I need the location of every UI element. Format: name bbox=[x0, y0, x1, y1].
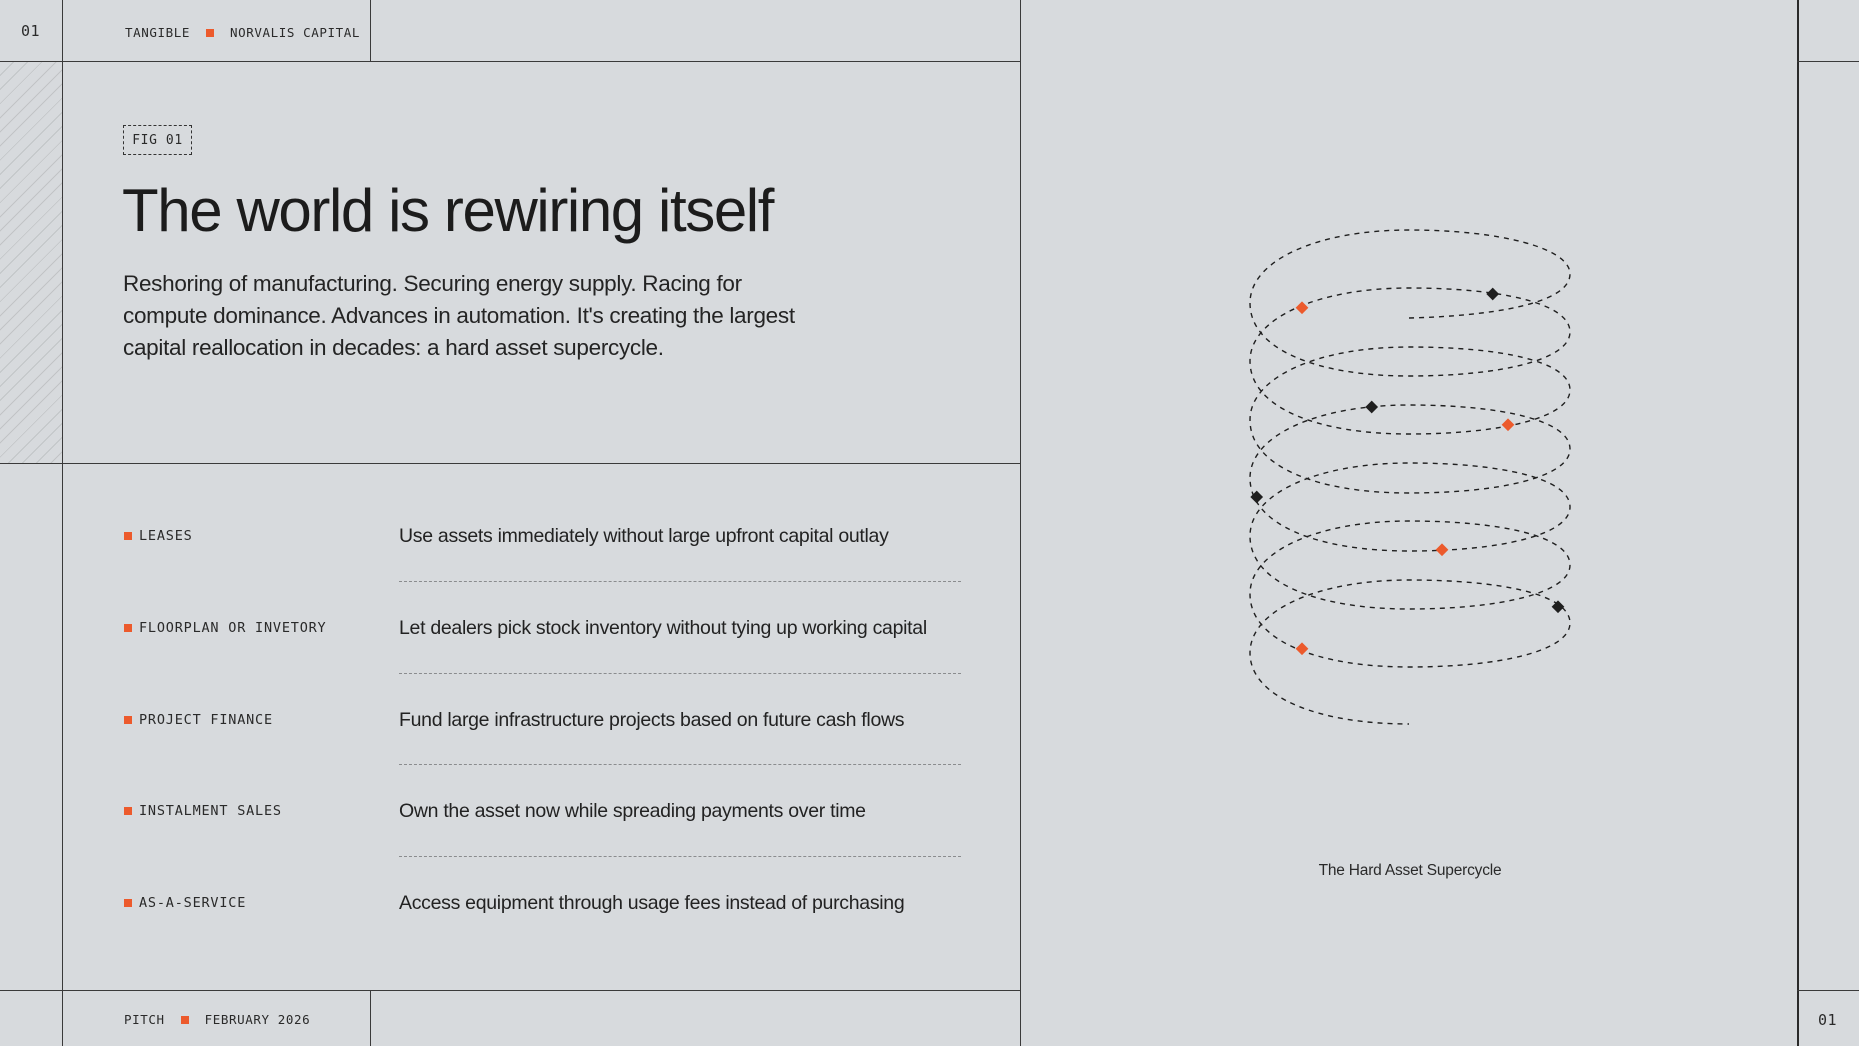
orange-marker bbox=[1296, 642, 1309, 655]
figure-tag: FIG 01 bbox=[123, 125, 192, 155]
header bbox=[125, 25, 360, 40]
bullet-square-icon bbox=[124, 532, 132, 540]
list-item-label: LEASES bbox=[124, 528, 193, 544]
list-item-description: Let dealers pick stock inventory without tying up working capital bbox=[399, 617, 927, 639]
list-item-description: Use assets immediately without large upfront capital outlay bbox=[399, 525, 889, 547]
rule-center bbox=[1020, 0, 1021, 1046]
rule-right-gutter bbox=[1797, 0, 1799, 1046]
orange-marker bbox=[1296, 301, 1309, 314]
bullet-square-icon bbox=[124, 807, 132, 815]
footer bbox=[124, 1012, 310, 1027]
list-divider bbox=[399, 581, 961, 582]
rule-header-divider bbox=[370, 0, 371, 62]
dark-marker bbox=[1250, 491, 1263, 504]
page-title: The world is rewiring itself bbox=[122, 177, 774, 244]
rule-right-footer bbox=[1797, 990, 1859, 991]
rule-mid bbox=[0, 463, 1021, 464]
list-item-label: INSTALMENT SALES bbox=[124, 803, 282, 819]
rule-header bbox=[0, 61, 1021, 62]
list-item-label: PROJECT FINANCE bbox=[124, 712, 273, 728]
dark-marker bbox=[1486, 288, 1499, 301]
list-item-description: Access equipment through usage fees instead of purchasing bbox=[399, 892, 905, 914]
bullet-square-icon bbox=[124, 624, 132, 632]
footer-left: PITCH bbox=[124, 1012, 165, 1027]
list-item-label: FLOORPLAN OR INVETORY bbox=[124, 620, 326, 636]
bullet-square-icon bbox=[124, 716, 132, 724]
list-item-description: Fund large infrastructure projects based on future cash flows bbox=[399, 709, 905, 731]
bullet-square-icon bbox=[124, 899, 132, 907]
orange-marker bbox=[1502, 418, 1515, 431]
page-number: 01 bbox=[21, 22, 41, 40]
list-item-label: AS-A-SERVICE bbox=[124, 895, 246, 911]
list-item-description: Own the asset now while spreading payments over time bbox=[399, 800, 866, 822]
orange-marker bbox=[1436, 543, 1449, 556]
hatched-margin bbox=[0, 62, 62, 463]
rule-right-header bbox=[1797, 61, 1859, 62]
rule-footer bbox=[0, 990, 1021, 991]
figure-caption: The Hard Asset Supercycle bbox=[1318, 862, 1502, 879]
header-right: NORVALIS CAPITAL bbox=[230, 25, 361, 40]
list-divider bbox=[399, 764, 961, 765]
page-number-right: 01 bbox=[1818, 1011, 1838, 1029]
separator-square-icon bbox=[206, 29, 214, 37]
rule-footer-divider bbox=[370, 990, 371, 1046]
spiral-path bbox=[1250, 230, 1570, 724]
rule-left-gutter bbox=[62, 0, 63, 1046]
separator-square-icon bbox=[181, 1016, 189, 1024]
dark-marker bbox=[1365, 401, 1378, 414]
dark-marker bbox=[1552, 600, 1565, 613]
footer-right: FEBRUARY 2026 bbox=[204, 1012, 311, 1027]
header-left: TANGIBLE bbox=[125, 25, 191, 40]
lede-paragraph: Reshoring of manufacturing. Securing energy supply. Racing for compute dominance. Advances in automation. It's creating the largest capital reallocation in decades: a hard asset supercycle. bbox=[123, 271, 795, 360]
list-divider bbox=[399, 856, 961, 857]
list-divider bbox=[399, 673, 961, 674]
